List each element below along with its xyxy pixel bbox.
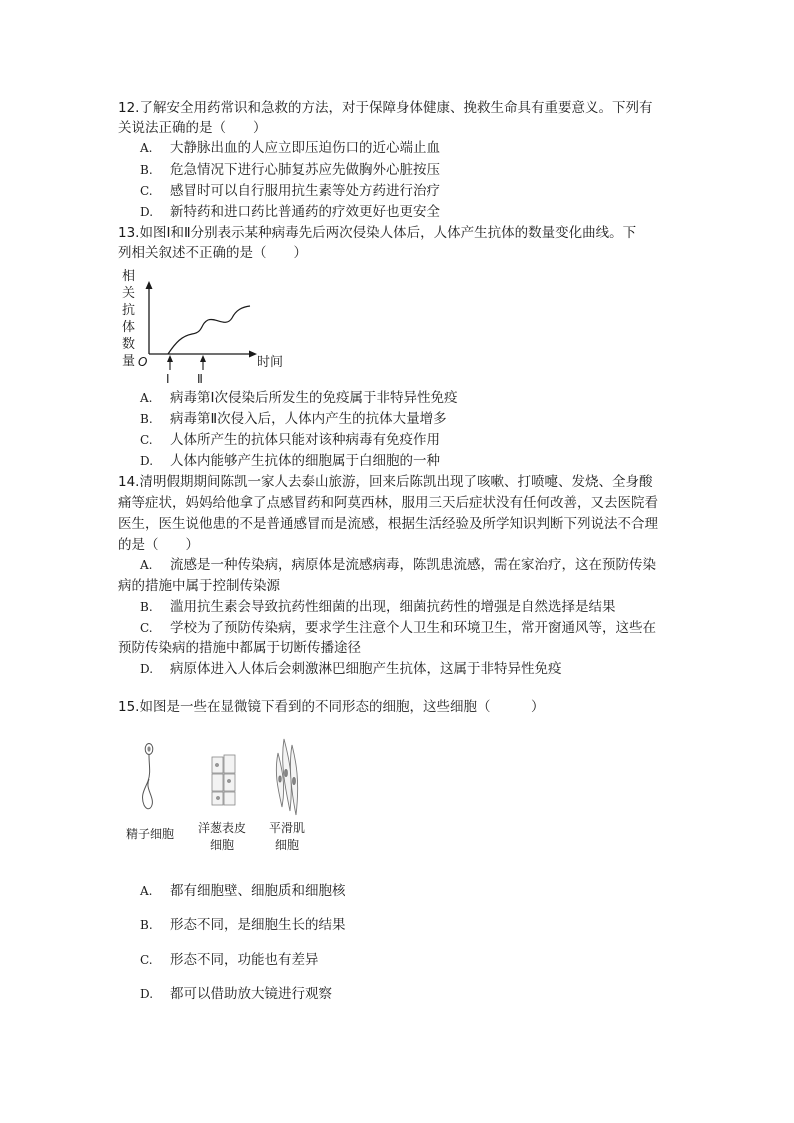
option-letter: D. [140,205,154,219]
marker-1-arrowhead [167,355,173,362]
antibody-curve [168,306,250,354]
q12-stem-line1: 12.了解安全用药常识和急救的方法，对于保障身体健康、挽救生命具有重要意义。下列有 [118,100,653,116]
option-text: 形态不同，是细胞生长的结果 [170,917,346,933]
option-text: 危急情况下进行心肺复苏应先做胸外心脏按压 [170,162,440,178]
q14-stem-line3: 医生，医生说他患的不是普通感冒而是流感，根据生活经验及所学知识判断下列说法不合理 [118,516,658,532]
marker-1-label: Ⅰ [166,372,170,386]
option-letter: B. [140,412,153,426]
option-letter: A. [140,391,153,405]
option-letter: D. [140,662,154,676]
q14-stem-line1: 14.清明假期期间陈凯一家人去泰山旅游，回来后陈凯出现了咳嗽、打喷嚏、发烧、全身酸 [118,474,653,490]
q15-option-b [140,915,346,935]
option-letter: A. [140,141,153,155]
option-text: 人体内能够产生抗体的细胞属于白细胞的一种 [170,453,440,469]
q14-option-a-continued: 病的措施中属于控制传染源 [118,578,280,594]
onion-cells-drawing [212,755,235,805]
option-letter: B. [140,163,153,177]
y-label-char-3: 抗 [122,303,136,318]
option-text: 形态不同，功能也有差异 [170,952,319,968]
x-axis-arrow [249,351,257,358]
q14-option-b [140,597,616,617]
y-label-char-6: 量 [122,354,136,369]
q13-option-c [140,430,440,450]
q14-option-c [140,618,656,638]
option-text: 病原体进入人体后会刺激淋巴细胞产生抗体，这属于非特异性免疫 [170,661,562,677]
q13-stem-line2: 列相关叙述不正确的是（ ） [118,245,307,261]
option-text: 都可以借助放大镜进行观察 [170,986,332,1002]
q14-option-d [140,659,562,679]
q14-option-a [140,555,656,575]
option-text: 都有细胞壁、细胞质和细胞核 [170,883,346,899]
option-text: 新特药和进口药比普通药的疗效更好也更安全 [170,204,440,220]
marker-2-arrowhead [200,355,206,362]
sperm-cell-caption: 精子细胞 [125,827,174,841]
option-text: 感冒时可以自行服用抗生素等处方药进行治疗 [170,183,440,199]
q14-option-c-continued: 预防传染病的措施中都属于切断传播途径 [118,640,361,656]
option-letter: C. [140,621,153,635]
y-axis-arrow [146,281,153,289]
y-label-char-2: 关 [122,286,136,301]
q15-option-a [140,881,346,901]
q14-stem-line4: 的是（ ） [118,537,199,553]
option-letter: A. [140,558,153,572]
y-label-char-4: 体 [122,320,136,335]
onion-cell-caption-line1: 洋葱表皮 [197,821,246,835]
x-axis-label: 时间 [257,355,284,370]
option-letter: C. [140,953,153,967]
q14-stem-line2: 痛等症状，妈妈给他拿了点感冒药和阿莫西林，服用三天后症状没有任何改善，又去医院看 [118,495,658,511]
smooth-muscle-cells-drawing [276,739,297,815]
option-letter: D. [140,987,154,1001]
option-letter: A. [140,884,153,898]
sperm-cell-drawing [143,744,153,809]
q12-option-d [140,202,440,222]
muscle-cell-caption-line1: 平滑肌 [268,821,305,835]
q13-option-b [140,409,447,429]
y-label-char-5: 数 [122,337,136,352]
origin-label: O [138,355,148,369]
option-text: 大静脉出血的人应立即压迫伤口的近心端止血 [170,140,440,156]
option-text: 学校为了预防传染病，要求学生注意个人卫生和环境卫生，常开窗通风等，这些在 [170,620,656,636]
muscle-cell-caption-line2: 细胞 [274,838,299,852]
y-label-char-1: 相 [122,269,136,284]
q13-option-d [140,451,440,471]
marker-2-label: Ⅱ [197,372,203,386]
antibody-curve-figure [118,262,298,387]
q15-option-d [140,984,332,1004]
onion-cell-caption-line2: 细胞 [209,838,234,852]
option-letter: C. [140,184,153,198]
q15-stem: 15.如图是一些在显微镜下看到的不同形态的细胞，这些细胞（ ） [118,699,545,715]
option-letter: B. [140,600,153,614]
q12-option-b [140,160,440,180]
q13-stem-line1: 13.如图Ⅰ和Ⅱ分别表示某种病毒先后两次侵染人体后，人体产生抗体的数量变化曲线。下 [118,225,637,241]
option-text: 人体所产生的抗体只能对该种病毒有免疫作用 [170,432,440,448]
q13-option-a [140,388,457,408]
option-text: 病毒第Ⅱ次侵入后，人体内产生的抗体大量增多 [170,411,447,427]
option-letter: B. [140,918,153,932]
q12-option-c [140,181,440,201]
option-text: 病毒第Ⅰ次侵染后所发生的免疫属于非特异性免疫 [170,390,458,406]
option-text: 滥用抗生素会导致抗药性细菌的出现，细菌抗药性的增强是自然选择是结果 [170,599,616,615]
option-text: 流感是一种传染病，病原体是流感病毒，陈凯患流感，需在家治疗，这在预防传染 [170,557,656,573]
option-letter: C. [140,433,153,447]
option-letter: D. [140,454,154,468]
q12-option-a [140,138,440,158]
q12-stem-line2: 关说法正确的是（ ） [118,120,267,136]
q15-option-c [140,950,319,970]
cells-figure [118,735,318,820]
sperm-tail [143,755,153,809]
